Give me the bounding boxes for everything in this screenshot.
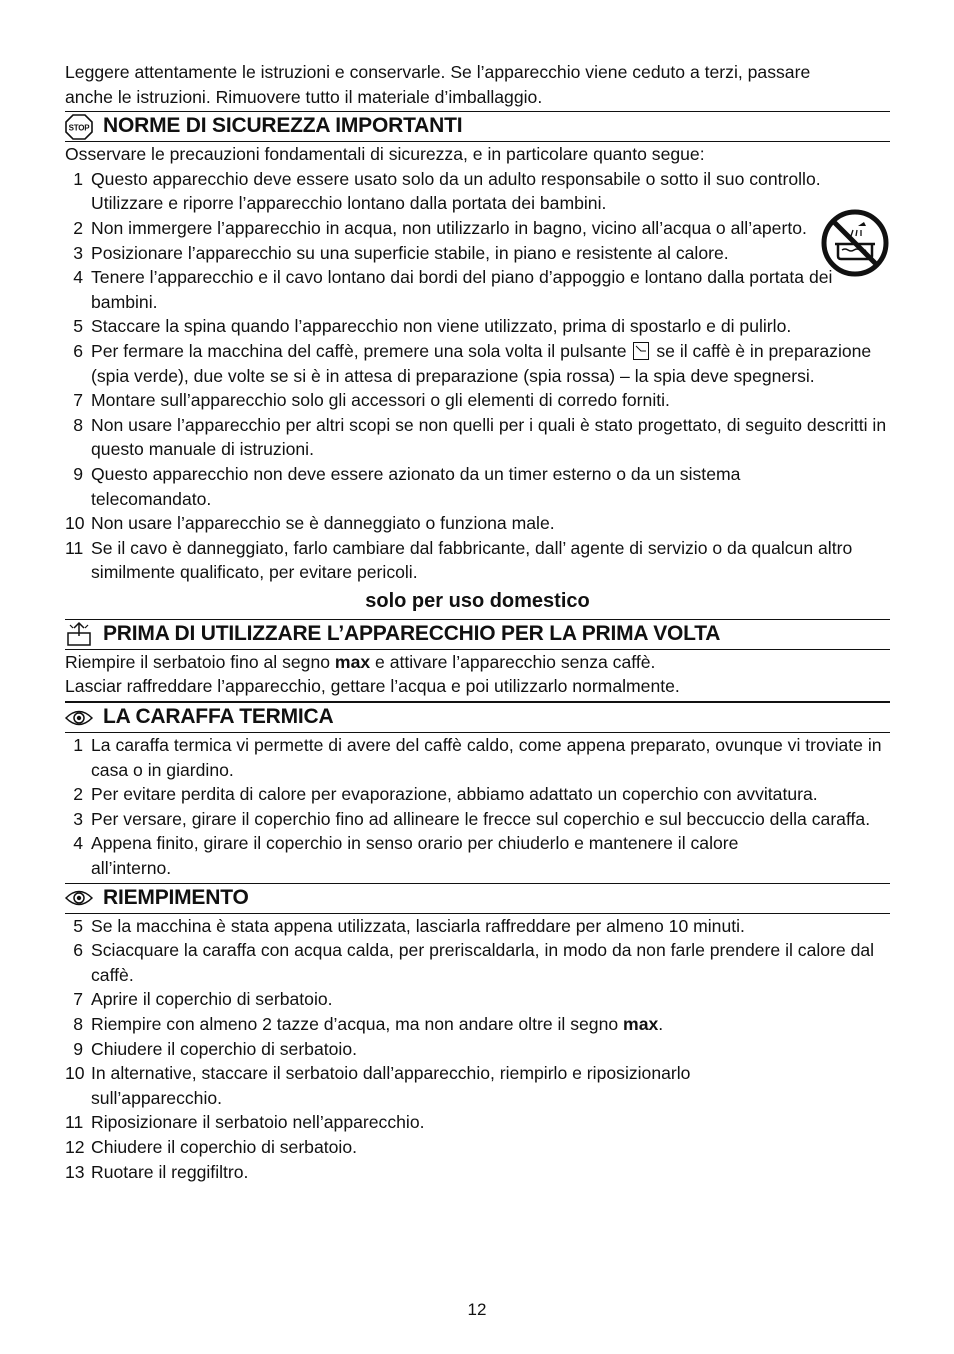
safety-heading: [65, 111, 890, 142]
list-item: 8 Non usare l’apparecchio per altri scopi se non quelli per i quali è stato progettato, di seguito descritti in questo manuale di istruzioni.: [73, 414, 887, 460]
list-item: 1 Questo apparecchio deve essere usato solo da un adulto responsabile o sotto il suo controllo. Utilizzare e riporre l’apparecchio lontano dalla portata dei bambini.: [73, 168, 821, 214]
list-item: 5 Staccare la spina quando l’apparecchio non viene utilizzato, prima di spostarlo e di pulirlo.: [73, 316, 792, 337]
list-item: 6 Per fermare la macchina del caffè, premere una sola volta il pulsante se il caffè è in preparazione (spia verde), due volte se si è in attesa di preparazione (spia rossa) – la spia deve spegnersi.: [73, 340, 872, 386]
list-item: 13 Ruotare il reggifiltro.: [65, 1161, 249, 1182]
carafe-list: [65, 733, 890, 881]
svg-text:STOP: STOP: [68, 123, 90, 133]
list-item: 9 Questo apparecchio non deve essere azionato da un timer esterno o da un sistema telecomandato.: [73, 463, 741, 509]
list-item: 7 Aprire il coperchio di serbatoio.: [73, 989, 333, 1010]
list-item: 8 Riempire con almeno 2 tazze d’acqua, ma non andare oltre il segno max.: [73, 1014, 664, 1034]
carafe-heading: [65, 701, 890, 733]
page-number: 12: [467, 1300, 487, 1319]
list-item: 10 In alternative, staccare il serbatoio dall’apparecchio, riempirlo e riposizionarlo sull’apparecchio.: [65, 1063, 691, 1108]
safety-list: [65, 167, 890, 585]
eye-icon: [65, 705, 95, 731]
list-item: 7 Montare sull’apparecchio solo gli accessori o gli elementi di corredo forniti.: [73, 390, 670, 411]
carafe-title: LA CARAFFA TERMICA: [103, 705, 334, 729]
safety-title: NORME DI SICUREZZA IMPORTANTI: [103, 114, 463, 138]
filling-heading: [65, 883, 890, 914]
list-item: 3 Per versare, girare il coperchio fino ad allineare le frecce sul coperchio e sul beccuccio della caraffa.: [73, 808, 871, 829]
first-use-heading: [65, 619, 890, 650]
eye-icon: [65, 885, 95, 911]
list-item: 2 Per evitare perdita di calore per evaporazione, abbiamo adattato un coperchio con avvitatura.: [73, 784, 818, 805]
list-item: 5 Se la macchina è stata appena utilizzata, lasciarla raffreddare per almeno 10 minuti.: [73, 915, 745, 936]
list-item: 10 Non usare l’apparecchio se è danneggiato o funziona male.: [65, 513, 555, 534]
list-item: 6 Sciacquare la caraffa con acqua calda, per preriscaldarla, in modo da non farle prendere il calore dal caffè.: [73, 940, 875, 985]
list-item: 4 Appena finito, girare il coperchio in senso orario per chiuderlo e mantenere il calore all’interno.: [73, 833, 739, 879]
list-item: 3 Posizionare l’apparecchio su una superficie stabile, in piano e resistente al calore.: [73, 242, 729, 263]
stop-icon: [65, 114, 95, 140]
no-bath-icon: [820, 208, 890, 285]
list-item: 9 Chiudere il coperchio di serbatoio.: [73, 1038, 358, 1059]
first-use-text: Riempire il serbatoio fino al segno max e attivare l’apparecchio senza caffè. Lasciar raffreddare l’apparecchio, gettare l’acqua e poi utilizzarlo normalmente.: [65, 651, 680, 697]
intro-text: Leggere attentamente le istruzioni e conservarle. Se l’apparecchio viene ceduto a terzi, passare anche le istruzioni. Rimuovere tutto il materiale d’imballaggio.: [65, 62, 811, 107]
first-use-icon: [65, 621, 95, 647]
stop-button-symbol-icon: [633, 342, 649, 360]
list-item: 4 Tenere l’apparecchio e il cavo lontano dai bordi del piano d’appoggio e lontano dalla portata dei bambini.: [73, 267, 833, 312]
list-item: 2 Non immergere l’apparecchio in acqua, non utilizzarlo in bagno, vicino all’acqua o all’aperto.: [73, 217, 807, 238]
manual-page: [65, 60, 890, 1184]
filling-title: RIEMPIMENTO: [103, 885, 249, 909]
list-item: 11 Riposizionare il serbatoio nell’apparecchio.: [65, 1112, 425, 1133]
list-item: 12 Chiudere il coperchio di serbatoio.: [65, 1136, 358, 1157]
safety-lead: Osservare le precauzioni fondamentali di sicurezza, e in particolare quanto segue:: [65, 144, 705, 165]
list-item: 1 La caraffa termica vi permette di avere del caffè caldo, come appena preparato, ovunque vi troviate in casa o in giardino.: [73, 735, 882, 780]
list-item: 11 Se il cavo è danneggiato, farlo cambiare dal fabbricante, dall’ agente di servizio o da qualcun altro similmente qualificato, per evitare pericoli.: [65, 537, 853, 583]
first-use-title: PRIMA DI UTILIZZARE L’APPARECCHIO PER LA PRIMA VOLTA: [103, 622, 721, 646]
domestic-use-note: solo per uso domestico: [365, 589, 590, 612]
filling-list: [65, 914, 890, 1185]
